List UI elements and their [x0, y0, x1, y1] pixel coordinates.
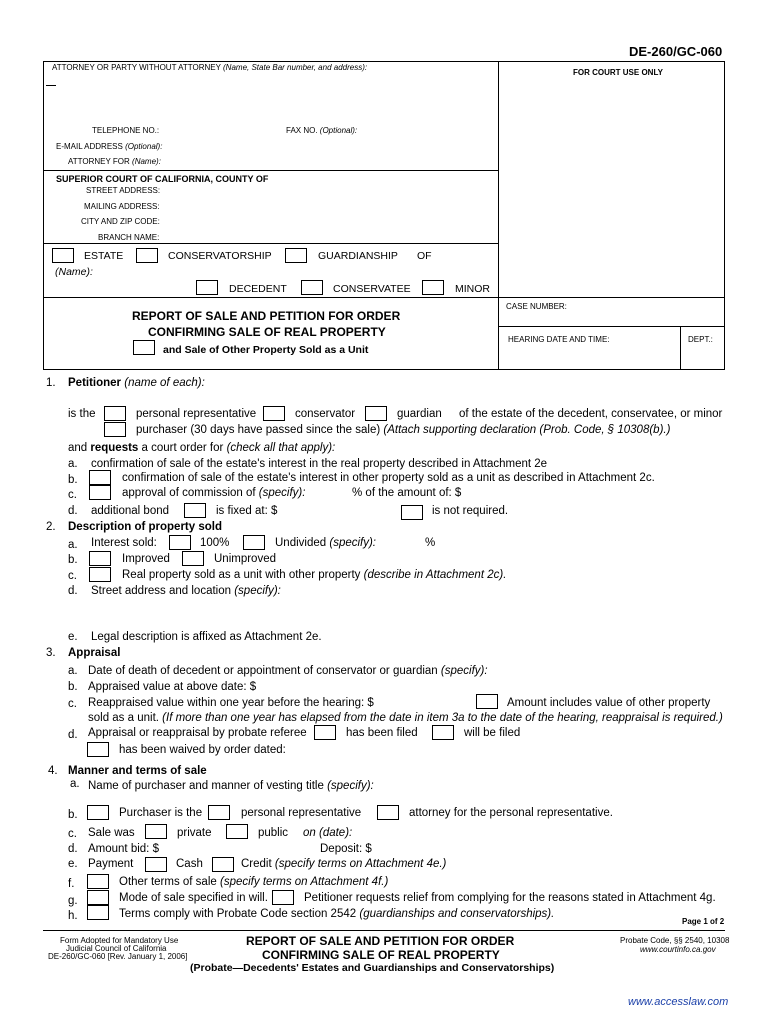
conservatee-checkbox[interactable] [301, 280, 323, 295]
amount-includes-text: Amount includes value of other property [507, 697, 711, 709]
decedent-checkbox[interactable] [196, 280, 218, 295]
on-date-label: on (date): [303, 827, 353, 839]
undivided-checkbox[interactable] [243, 535, 265, 550]
item-letter: e. [68, 858, 78, 870]
adopted-line-3: DE-260/GC-060 [Rev. January 1, 2006] [48, 952, 188, 961]
accesslaw-link[interactable]: www.accesslaw.com [628, 996, 729, 1008]
interest-label: Interest sold: [91, 537, 157, 549]
item-letter: d. [68, 505, 78, 517]
mailing-label: MAILING ADDRESS: [84, 202, 160, 211]
requests-label: and requests a court order for (check all that apply): [68, 442, 336, 454]
purchaser-rep-checkbox[interactable] [208, 805, 230, 820]
court-website-link[interactable]: www.courtinfo.ca.gov [640, 945, 716, 954]
will-be-filed-label: will be filed [464, 727, 521, 739]
city-label: CITY AND ZIP CODE: [81, 217, 160, 226]
dept-label: DEPT.: [688, 335, 713, 344]
referee-text: Appraisal or reappraisal by probate referee [88, 727, 307, 739]
name-label: (Name): [55, 266, 93, 278]
item-letter: d. [68, 585, 78, 597]
item-letter: g. [68, 895, 78, 907]
divider [680, 326, 681, 370]
confirm-unit-text: confirmation of sale of the estate's interest in other property sold as a unit as described in Attachment 2c. [122, 472, 655, 484]
hearing-label: HEARING DATE AND TIME: [508, 335, 610, 344]
adopted-line-1: Form Adopted for Mandatory Use [60, 936, 179, 945]
footer-title-1: REPORT OF SALE AND PETITION FOR ORDER [246, 934, 515, 948]
cash-checkbox[interactable] [145, 857, 167, 872]
bond-notreq-checkbox[interactable] [401, 505, 423, 520]
guardianship-checkbox[interactable] [285, 248, 307, 263]
mode-of-sale-checkbox[interactable] [87, 890, 109, 905]
fax-label: FAX NO. (Optional): [286, 126, 358, 135]
commission-checkbox[interactable] [89, 485, 111, 500]
purchaser-is-checkbox[interactable] [87, 805, 109, 820]
divider [43, 170, 498, 171]
amount-bid-text: Amount bid: $ [88, 843, 159, 855]
guardian-label: guardian [397, 408, 442, 420]
conservator-checkbox[interactable] [263, 406, 285, 421]
filed-checkbox[interactable] [314, 725, 336, 740]
legal-description-text: Legal description is affixed as Attachment 2e. [91, 631, 322, 643]
unit-sale-text: Real property sold as a unit with other property (describe in Attachment 2c). [122, 569, 507, 581]
divider [498, 326, 725, 327]
estate-checkbox[interactable] [52, 248, 74, 263]
item-letter: c. [68, 698, 77, 710]
guardianship-label: GUARDIANSHIP [318, 250, 398, 262]
divider [46, 85, 56, 86]
public-label: public [258, 827, 289, 839]
bond-fixed-checkbox[interactable] [184, 503, 206, 518]
item-letter: a. [68, 458, 78, 470]
unimproved-label: Unimproved [214, 553, 276, 565]
section-title: Description of property sold [68, 521, 222, 533]
purchaser-att-checkbox[interactable] [377, 805, 399, 820]
purchaser-rep-label: personal representative [241, 807, 362, 819]
guardian-checkbox[interactable] [365, 406, 387, 421]
interest-100-label: 100% [200, 537, 230, 549]
item-number: 4. [48, 765, 58, 777]
petitioner-label: Petitioner (name of each): [68, 377, 205, 389]
item-letter: e. [68, 631, 78, 643]
bond-text: additional bond [91, 505, 170, 517]
pers-rep-label: personal representative [136, 408, 257, 420]
unimproved-checkbox[interactable] [182, 551, 204, 566]
probate-comply-checkbox[interactable] [87, 905, 109, 920]
conservatorship-checkbox[interactable] [136, 248, 158, 263]
sale-was-text: Sale was [88, 827, 135, 839]
confirm-sale-text: confirmation of sale of the estate's interest in the real property described in Attachment 2e [91, 458, 548, 470]
item-letter: f. [68, 878, 75, 890]
item-letter: c. [68, 828, 77, 840]
pct-label: % [425, 537, 436, 549]
commission-pct: % of the amount of: $ [352, 487, 462, 499]
purchaser-checkbox[interactable] [104, 422, 126, 437]
bond-notreq-text: is not required. [432, 505, 509, 517]
is-the-label: is the [68, 408, 96, 420]
amount-includes-checkbox[interactable] [476, 694, 498, 709]
improved-checkbox[interactable] [89, 551, 111, 566]
purchaser-att-label: attorney for the personal representative. [409, 807, 613, 819]
mode-of-sale-text: Mode of sale specified in will. [119, 892, 268, 904]
conservatorship-label: CONSERVATORSHIP [168, 250, 272, 262]
improved-label: Improved [122, 553, 170, 565]
credit-checkbox[interactable] [212, 857, 234, 872]
date-of-death-text: Date of death of decedent or appointment of conservator or guardian (specify): [88, 665, 488, 677]
commission-text: approval of commission of (specify): [122, 487, 306, 499]
footer-divider [43, 930, 725, 931]
probate-code: Probate Code, §§ 2540, 10308 [620, 936, 730, 945]
branch-label: BRANCH NAME: [98, 233, 160, 242]
divider [43, 297, 725, 298]
public-checkbox[interactable] [226, 824, 248, 839]
item-letter: b. [68, 554, 78, 566]
court-title: SUPERIOR COURT OF CALIFORNIA, COUNTY OF [56, 174, 269, 184]
private-checkbox[interactable] [145, 824, 167, 839]
decedent-label: DECEDENT [229, 283, 287, 295]
probate-comply-text: Terms comply with Probate Code section 2542 (guardianships and conservatorships). [119, 908, 555, 920]
item-number: 2. [46, 521, 56, 533]
item-letter: c. [68, 570, 77, 582]
section-title: Manner and terms of sale [68, 765, 207, 777]
item-letter: a. [68, 665, 78, 677]
street-address-text: Street address and location (specify): [91, 585, 281, 597]
page-number: Page 1 of 2 [682, 917, 725, 926]
appraised-value-text: Appraised value at above date: $ [88, 681, 257, 693]
item-letter: d. [68, 843, 78, 855]
title-line-1: REPORT OF SALE AND PETITION FOR ORDER [132, 309, 401, 323]
filed-label: has been filed [346, 727, 418, 739]
unit-sale-checkbox[interactable] [89, 567, 111, 582]
form-id: DE-260/GC-060 [629, 44, 723, 59]
footer-title-2: CONFIRMING SALE OF REAL PROPERTY [262, 948, 500, 962]
telephone-label: TELEPHONE NO.: [92, 126, 160, 135]
conservatee-label: CONSERVATEE [333, 283, 411, 295]
divider [498, 61, 499, 370]
item-letter: b. [68, 809, 78, 821]
title-line-2: CONFIRMING SALE OF REAL PROPERTY [148, 325, 386, 339]
credit-label: Credit (specify terms on Attachment 4e.) [241, 858, 447, 870]
item-letter: d. [68, 729, 78, 741]
divider [43, 243, 498, 244]
item-number: 1. [46, 377, 56, 389]
attorney-label: ATTORNEY OR PARTY WITHOUT ATTORNEY (Name, State Bar number, and address): [52, 63, 368, 72]
confirm-unit-checkbox[interactable] [89, 470, 111, 485]
interest-100-checkbox[interactable] [169, 535, 191, 550]
payment-text: Payment [88, 858, 134, 870]
court-use-label: FOR COURT USE ONLY [573, 68, 663, 77]
section-title: Appraisal [68, 647, 121, 659]
pers-rep-checkbox[interactable] [104, 406, 126, 421]
item-letter: h. [68, 910, 78, 922]
adopted-line-2: Judicial Council of California [66, 944, 167, 953]
item-letter: c. [68, 489, 77, 501]
will-be-filed-checkbox[interactable] [432, 725, 454, 740]
conservator-label: conservator [295, 408, 356, 420]
title-line-3: and Sale of Other Property Sold as a Unit [163, 344, 369, 356]
cash-label: Cash [176, 858, 203, 870]
bond-fixed-text: is fixed at: $ [216, 505, 278, 517]
case-number-label: CASE NUMBER: [506, 302, 567, 311]
purchaser-label: purchaser (30 days have passed since the sale) (Attach supporting declaration (Prob. Code, § 10308(b).) [136, 424, 671, 436]
undivided-label: Undivided (specify): [275, 537, 377, 549]
relief-text: Petitioner requests relief from complying for the reasons stated in Attachment 4g. [304, 892, 716, 904]
street-label: STREET ADDRESS: [86, 186, 161, 195]
of-label: OF [417, 250, 432, 262]
waived-label: has been waived by order dated: [119, 744, 286, 756]
estate-label: ESTATE [84, 250, 124, 262]
sold-as-unit-text: sold as a unit. (If more than one year has elapsed from the date in item 3a to the date of the hearing, reappraisal is required.) [88, 712, 723, 724]
other-property-checkbox[interactable] [133, 340, 155, 355]
reappraised-value-text: Reappraised value within one year before the hearing: $ [88, 697, 374, 709]
item-number: 3. [46, 647, 56, 659]
purchaser-is-text: Purchaser is the [119, 807, 203, 819]
item-letter: a. [70, 778, 80, 790]
footer-title-3: (Probate—Decedents' Estates and Guardianships and Conservatorships) [190, 962, 555, 974]
email-label: E-MAIL ADDRESS (Optional): [56, 142, 163, 151]
other-terms-text: Other terms of sale (specify terms on Attachment 4f.) [119, 876, 389, 888]
deposit-text: Deposit: $ [320, 843, 372, 855]
of-estate-label: of the estate of the decedent, conservatee, or minor [459, 408, 723, 420]
minor-checkbox[interactable] [422, 280, 444, 295]
attorney-for-label: ATTORNEY FOR (Name): [68, 157, 161, 166]
waived-checkbox[interactable] [87, 742, 109, 757]
item-letter: b. [68, 681, 78, 693]
purchaser-name-text: Name of purchaser and manner of vesting title (specify): [88, 780, 374, 792]
private-label: private [177, 827, 212, 839]
item-letter: b. [68, 474, 78, 486]
minor-label: MINOR [455, 283, 490, 295]
other-terms-checkbox[interactable] [87, 874, 109, 889]
caption-box [43, 61, 725, 370]
relief-checkbox[interactable] [272, 890, 294, 905]
item-letter: a. [68, 539, 78, 551]
